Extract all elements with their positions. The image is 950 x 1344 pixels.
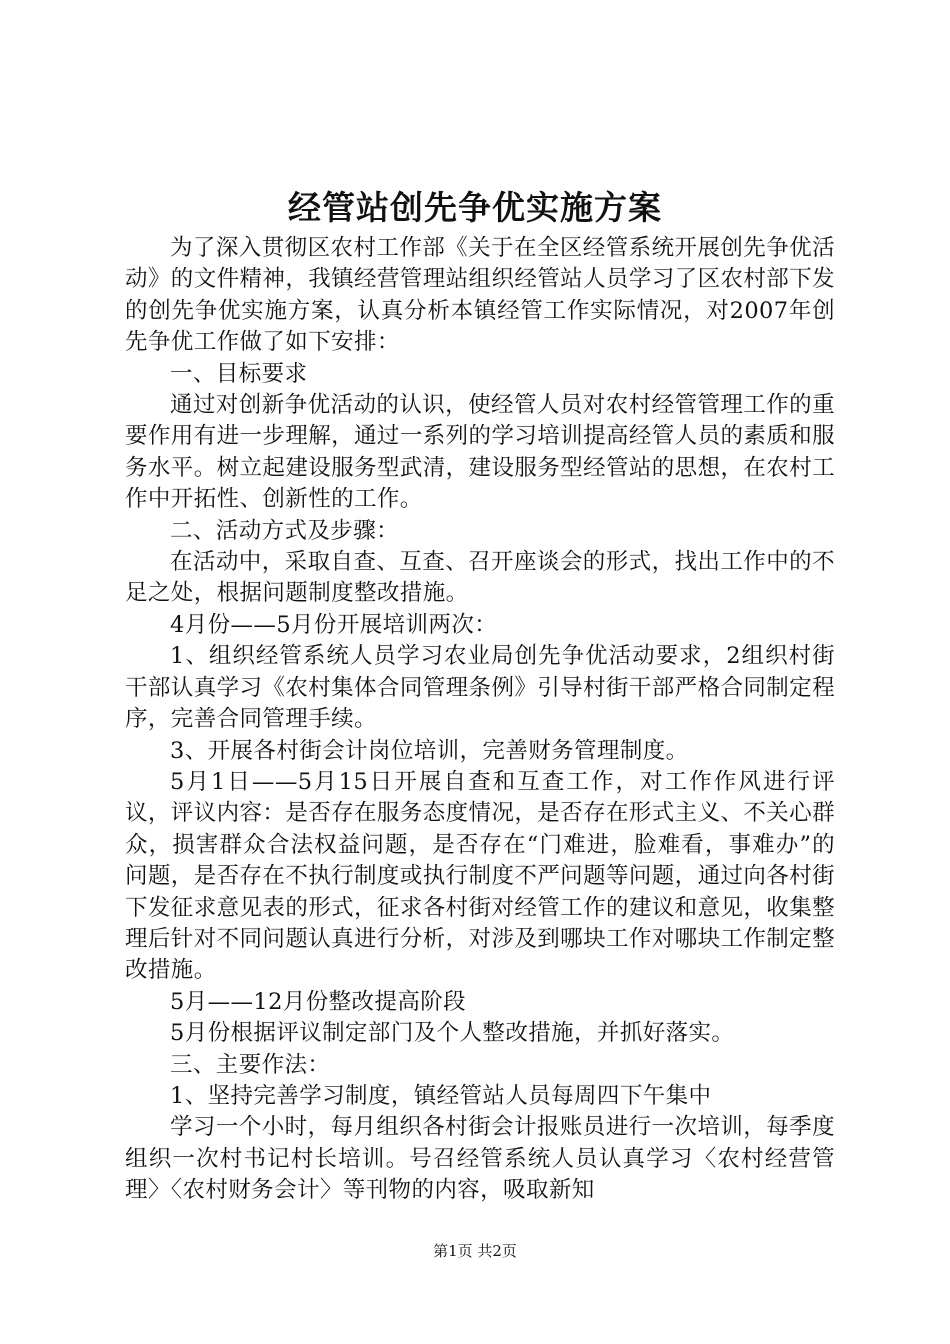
paragraph-self-check: 5月1日——5月15日开展自查和互查工作，对工作作风进行评议，评议内容：是否存在服务态度情况，是否存在形式主义、不关心群众，损害群众合法权益问题，是否存在“门难进，脸难看，事难办”的问题，是否存在不执行制度或执行制度不严问题等问题，通过向各村街下发征求意见表的形式，征求各村街对经管工作的建议和意见，收集整理后针对不同问题认真进行分析，对涉及到哪块工作对哪块工作制定整改措施。 <box>125 768 835 984</box>
paragraph-study-system: 1、坚持完善学习制度，镇经管站人员每周四下午集中 <box>170 1082 712 1109</box>
paragraph-activities: 在活动中，采取自查、互查、召开座谈会的形式，找出工作中的不足之处，根据问题制度整改措施。 <box>125 549 835 607</box>
document-title: 经管站创先争优实施方案 <box>288 188 662 227</box>
paragraph-rectification-measures: 5月份根据评议制定部门及个人整改措施，并抓好落实。 <box>170 1020 735 1047</box>
heading-activities: 二、活动方式及步骤： <box>170 517 400 544</box>
paragraph-study-details: 学习一个小时，每月组织各村街会计报账员进行一次培训，每季度组织一次村书记村长培训。号召经管系统人员认真学习〈农村经营管理〉〈农村财务会计〉等刊物的内容，吸取新知 <box>125 1114 835 1204</box>
paragraph-goals: 通过对创新争优活动的认识，使经管人员对农村经管管理工作的重要作用有进一步理解，通过一系列的学习培训提高经管人员的素质和服务水平。树立起建设服务型武清，建设服务型经管站的思想，在农村工作中开拓性、创新性的工作。 <box>125 392 835 513</box>
paragraph-training-period: 4月份——5月份开展培训两次： <box>170 611 498 638</box>
paragraph-accounting-training: 3、开展各村街会计岗位培训，完善财务管理制度。 <box>170 737 689 764</box>
heading-goals: 一、目标要求 <box>170 360 308 387</box>
document-body <box>125 233 835 1207</box>
paragraph-rectification-stage: 5月——12月份整改提高阶段 <box>170 988 467 1015</box>
heading-main-practices: 三、主要作法： <box>170 1051 331 1078</box>
paragraph-intro: 为了深入贯彻区农村工作部《关于在全区经管系统开展创先争优活动》的文件精神，我镇经营管理站组织经管站人员学习了区农村部下发的创先争优实施方案，认真分析本镇经管工作实际情况，对2007年创先争优工作做了如下安排： <box>125 235 835 356</box>
paragraph-training-items: 1、组织经管系统人员学习农业局创先争优活动要求，2组织村街干部认真学习《农村集体合同管理条例》引导村街干部严格合同制定程序，完善合同管理手续。 <box>125 643 835 733</box>
page-footer: 第1页 共2页 <box>433 1242 517 1260</box>
